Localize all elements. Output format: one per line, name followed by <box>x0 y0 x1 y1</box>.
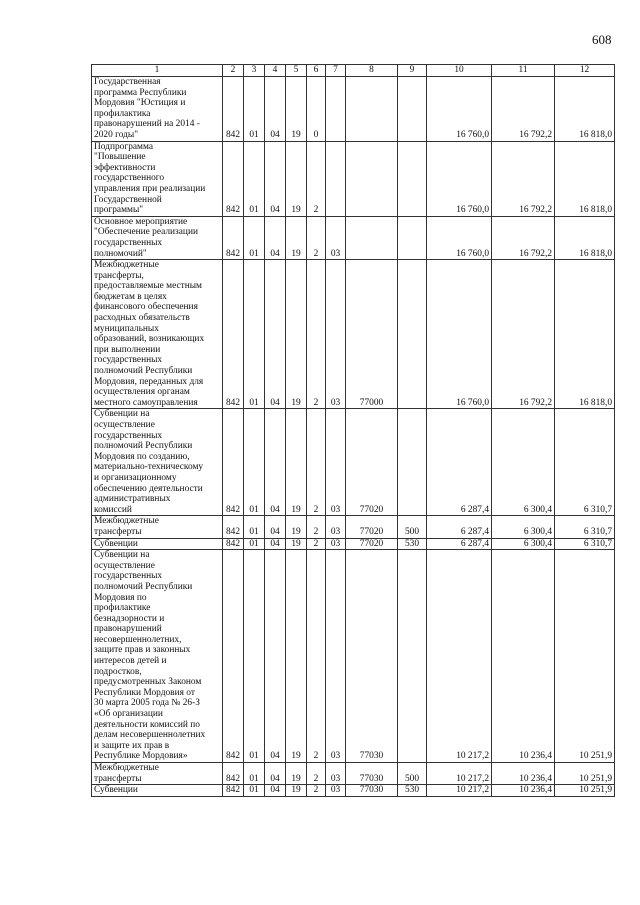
row-name-cell: Субвенции на осуществление государственных полномочий Республики Мордовия по созданию, материально-техническому и организационному обеспечению деятельности административных комиссий <box>92 409 223 516</box>
table-cell <box>346 77 398 142</box>
table-cell: 10 251,9 <box>555 785 615 797</box>
table-cell: 03 <box>326 785 346 797</box>
table-cell: 6 300,4 <box>492 516 555 538</box>
table-cell: 04 <box>265 409 286 516</box>
table-cell <box>398 550 427 763</box>
table-cell: 19 <box>286 516 307 538</box>
table-cell: 6 310,7 <box>555 516 615 538</box>
row-name-cell: Субвенции на осуществление государственных полномочий Республики Мордовия по профилактике безнадзорности и правонарушений несовершеннолетних, защите прав и законных интересов детей и подростков, предусмотренных Законом Республики Мордовия от 30 марта 2005 года № 26-З «Об организации деятельности комиссий по делам несовершеннолетних и защите их прав в Республике Мордовия» <box>92 550 223 763</box>
table-cell: 19 <box>286 763 307 785</box>
table-cell: 842 <box>223 516 244 538</box>
row-name-cell: Основное мероприятие "Обеспечение реализации государственных полномочий" <box>92 216 223 259</box>
table-cell: 77020 <box>346 409 398 516</box>
table-cell: 16 818,0 <box>555 260 615 409</box>
table-cell: 03 <box>326 216 346 259</box>
table-cell <box>346 141 398 216</box>
row-name-cell: Межбюджетные трансферты <box>92 516 223 538</box>
table-cell: 01 <box>244 538 265 550</box>
table-cell: 2 <box>307 409 326 516</box>
table-cell: 77000 <box>346 260 398 409</box>
table-cell <box>398 141 427 216</box>
table-cell: 16 818,0 <box>555 77 615 142</box>
table-cell: 842 <box>223 216 244 259</box>
table-cell: 19 <box>286 409 307 516</box>
row-name-cell: Межбюджетные трансферты <box>92 763 223 785</box>
table-row <box>92 538 615 550</box>
budget-table <box>91 64 615 797</box>
column-header: 9 <box>398 65 427 77</box>
table-cell: 77020 <box>346 538 398 550</box>
column-header: 5 <box>286 65 307 77</box>
table-cell: 01 <box>244 260 265 409</box>
table-cell: 6 310,7 <box>555 409 615 516</box>
table-cell: 16 760,0 <box>427 216 492 259</box>
row-name-cell: Подпрограмма "Повышение эффективности государственного управления при реализации Государственной программы" <box>92 141 223 216</box>
column-header: 8 <box>346 65 398 77</box>
table-cell: 6 300,4 <box>492 409 555 516</box>
table-cell: 842 <box>223 77 244 142</box>
table-cell: 2 <box>307 538 326 550</box>
table-cell <box>398 260 427 409</box>
table-cell: 04 <box>265 763 286 785</box>
column-header: 4 <box>265 65 286 77</box>
table-cell <box>398 409 427 516</box>
column-header: 1 <box>92 65 223 77</box>
table-cell: 77030 <box>346 550 398 763</box>
table-cell: 03 <box>326 550 346 763</box>
table-cell: 842 <box>223 141 244 216</box>
table-cell: 03 <box>326 763 346 785</box>
table-cell: 01 <box>244 409 265 516</box>
table-cell: 04 <box>265 550 286 763</box>
table-cell: 842 <box>223 409 244 516</box>
table-cell: 01 <box>244 550 265 763</box>
table-row <box>92 550 615 763</box>
row-name-cell: Межбюджетные трансферты, предоставляемые местным бюджетам в целях финансового обеспечения расходных обязательств муниципальных образований, возникающих при выполнении государственных полномочий Республики Мордовия, переданных для осуществления органам местного самоуправления <box>92 260 223 409</box>
table-cell: 03 <box>326 260 346 409</box>
table-cell <box>346 216 398 259</box>
table-cell: 04 <box>265 216 286 259</box>
table-cell: 01 <box>244 216 265 259</box>
table-cell: 01 <box>244 785 265 797</box>
table-cell: 10 217,2 <box>427 785 492 797</box>
table-row <box>92 763 615 785</box>
table-cell: 16 760,0 <box>427 77 492 142</box>
table-cell: 16 792,2 <box>492 260 555 409</box>
table-cell: 04 <box>265 538 286 550</box>
table-cell: 04 <box>265 785 286 797</box>
table-cell: 500 <box>398 763 427 785</box>
table-cell: 842 <box>223 260 244 409</box>
column-header: 11 <box>492 65 555 77</box>
row-name-cell: Субвенции <box>92 785 223 797</box>
table-cell: 842 <box>223 785 244 797</box>
table-cell: 10 217,2 <box>427 550 492 763</box>
table-cell: 2 <box>307 516 326 538</box>
table-cell: 19 <box>286 785 307 797</box>
table-cell: 10 251,9 <box>555 550 615 763</box>
table-cell: 04 <box>265 260 286 409</box>
table-cell: 500 <box>398 516 427 538</box>
table-cell <box>398 216 427 259</box>
table-cell: 0 <box>307 77 326 142</box>
table-cell: 10 217,2 <box>427 763 492 785</box>
table-cell: 6 287,4 <box>427 516 492 538</box>
table-cell <box>326 77 346 142</box>
table-cell: 16 818,0 <box>555 216 615 259</box>
table-cell: 6 287,4 <box>427 409 492 516</box>
table-cell: 2 <box>307 141 326 216</box>
table-row <box>92 785 615 797</box>
table-cell: 04 <box>265 516 286 538</box>
table-cell: 19 <box>286 216 307 259</box>
table-cell: 2 <box>307 550 326 763</box>
column-header: 6 <box>307 65 326 77</box>
table-cell: 19 <box>286 260 307 409</box>
table-cell: 10 251,9 <box>555 763 615 785</box>
table-cell: 16 792,2 <box>492 216 555 259</box>
table-cell: 16 792,2 <box>492 141 555 216</box>
table-cell: 10 236,4 <box>492 763 555 785</box>
table-cell: 01 <box>244 77 265 142</box>
table-cell: 77030 <box>346 785 398 797</box>
table-cell: 6 310,7 <box>555 538 615 550</box>
table-cell: 16 818,0 <box>555 141 615 216</box>
table-cell: 01 <box>244 516 265 538</box>
table-row <box>92 77 615 142</box>
table-cell: 77030 <box>346 763 398 785</box>
table-cell: 842 <box>223 763 244 785</box>
table-cell: 03 <box>326 516 346 538</box>
table-row <box>92 409 615 516</box>
column-header: 3 <box>244 65 265 77</box>
table-cell: 530 <box>398 538 427 550</box>
table-row <box>92 516 615 538</box>
table-body <box>92 77 615 797</box>
column-header: 10 <box>427 65 492 77</box>
table-cell: 19 <box>286 77 307 142</box>
table-cell: 04 <box>265 77 286 142</box>
table-cell: 77020 <box>346 516 398 538</box>
row-name-cell: Государственная программа Республики Мордовия "Юстиция и профилактика правонарушений на 2014 - 2020 годы" <box>92 77 223 142</box>
table-cell: 530 <box>398 785 427 797</box>
table-row <box>92 216 615 259</box>
table-cell: 2 <box>307 785 326 797</box>
table-cell: 01 <box>244 141 265 216</box>
table-cell: 16 760,0 <box>427 141 492 216</box>
table-cell: 16 792,2 <box>492 77 555 142</box>
column-header: 7 <box>326 65 346 77</box>
table-cell: 04 <box>265 141 286 216</box>
table-cell: 10 236,4 <box>492 785 555 797</box>
page-number: 608 <box>592 32 612 47</box>
column-header: 2 <box>223 65 244 77</box>
table-cell: 842 <box>223 550 244 763</box>
table-cell: 01 <box>244 763 265 785</box>
table-cell <box>326 141 346 216</box>
table-cell: 6 287,4 <box>427 538 492 550</box>
table-cell: 03 <box>326 409 346 516</box>
table-row <box>92 141 615 216</box>
table-cell: 2 <box>307 216 326 259</box>
table-cell: 2 <box>307 260 326 409</box>
table-row <box>92 260 615 409</box>
table-cell: 19 <box>286 550 307 763</box>
row-name-cell: Субвенции <box>92 538 223 550</box>
table-cell: 2 <box>307 763 326 785</box>
table-cell: 03 <box>326 538 346 550</box>
table-cell: 6 300,4 <box>492 538 555 550</box>
column-header: 12 <box>555 65 615 77</box>
table-cell: 10 236,4 <box>492 550 555 763</box>
table-cell: 16 760,0 <box>427 260 492 409</box>
table-cell <box>398 77 427 142</box>
header-row <box>92 65 615 77</box>
table-cell: 19 <box>286 141 307 216</box>
table-cell: 19 <box>286 538 307 550</box>
table-cell: 842 <box>223 538 244 550</box>
